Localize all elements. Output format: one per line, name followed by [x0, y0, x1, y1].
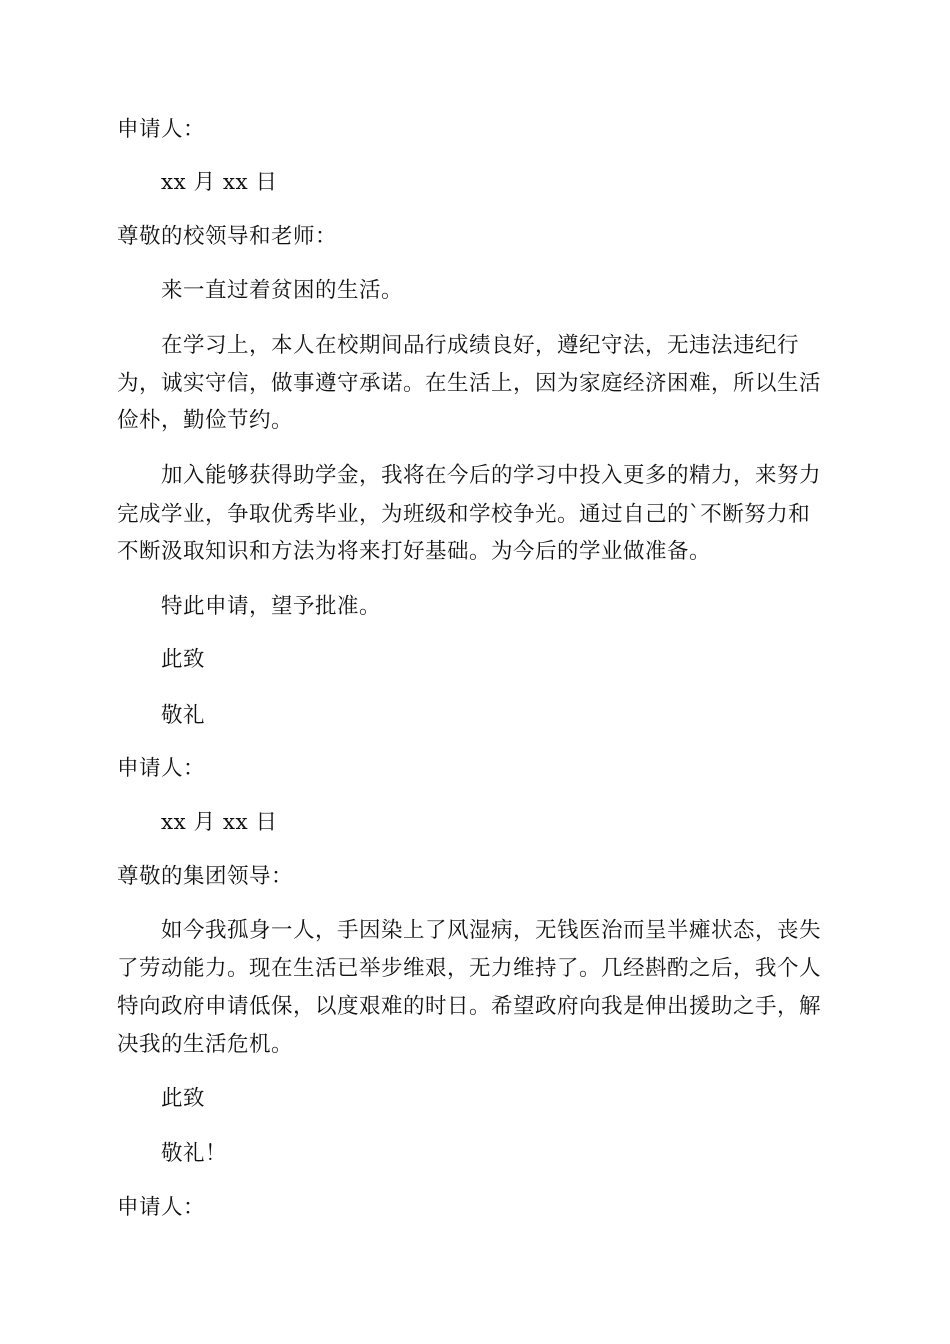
applicant-label-2: 申请人：	[117, 756, 206, 781]
paragraph-3-line-1: 加入能够获得助学金，我将在今后的学习中投入更多的精力，来努力	[161, 463, 822, 488]
applicant-label-1: 申请人：	[117, 117, 206, 142]
applicant-label-3: 申请人：	[117, 1195, 206, 1220]
closing-cizhi-1: 此致	[161, 647, 206, 672]
date-line-2: xx 月 xx 日	[161, 810, 278, 835]
paragraph-3-line-3: 不断汲取知识和方法为将来打好基础。为今后的学业做准备。	[117, 539, 712, 564]
paragraph-4-line-3: 特向政府申请低保，以度艰难的时日。希望政府向我是伸出援助之手，解	[117, 994, 822, 1019]
salutation-2: 尊敬的集团领导：	[117, 864, 294, 889]
paragraph-1-line: 来一直过着贫困的生活。	[161, 278, 404, 303]
salutation-1: 尊敬的校领导和老师：	[117, 224, 338, 249]
paragraph-3-line-2: 完成学业，争取优秀毕业，为班级和学校争光。通过自己的`不断努力和	[117, 502, 811, 527]
closing-jingli-2: 敬礼！	[161, 1141, 228, 1166]
paragraph-2-line-1: 在学习上，本人在校期间品行成绩良好，遵纪守法，无违法违纪行	[161, 333, 800, 358]
paragraph-2-line-2: 为，诚实守信，做事遵守承诺。在生活上，因为家庭经济困难，所以生活	[117, 371, 822, 396]
paragraph-4-line-1: 如今我孤身一人，手因染上了风湿病，无钱医治而呈半瘫状态，丧失	[161, 918, 822, 943]
closing-cizhi-2: 此致	[161, 1086, 206, 1111]
date-line-1: xx 月 xx 日	[161, 170, 278, 195]
closing-jingli-1: 敬礼	[161, 703, 206, 728]
paragraph-2-line-3: 俭朴，勤俭节约。	[117, 408, 294, 433]
request-line: 特此申请，望予批准。	[161, 594, 382, 619]
paragraph-4-line-4: 决我的生活危机。	[117, 1032, 294, 1057]
paragraph-4-line-2: 了劳动能力。现在生活已举步维艰，无力维持了。几经斟酌之后，我个人	[117, 956, 822, 981]
